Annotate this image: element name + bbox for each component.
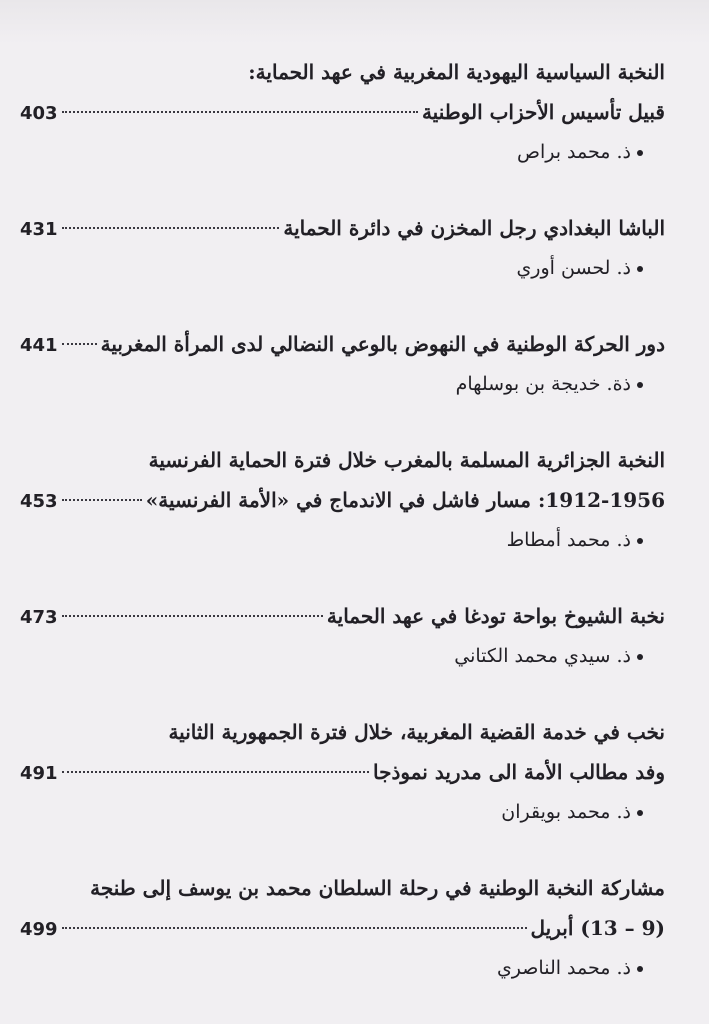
entry-page-line: [20, 596, 665, 636]
bullet-icon: [637, 810, 643, 816]
entry-page-line: [20, 92, 665, 132]
entry-title-text: دور الحركة الوطنية في النهوض بالوعي النضالي لدى المرأة المغربية: [100, 332, 665, 356]
entry-page-line: [20, 208, 665, 248]
dot-leader: [62, 499, 142, 501]
toc-entry: [20, 712, 665, 832]
author-name: ذة. خديجة بن بوسلهام: [455, 373, 631, 395]
dot-leader: [62, 615, 323, 617]
entry-title-text: الباشا البغدادي رجل المخزن في دائرة الحماية: [283, 216, 665, 240]
entry-title-text: وفد مطالب الأمة الى مدريد نموذجا: [373, 760, 665, 784]
entry-author: [20, 248, 665, 288]
entry-title-line: مشاركة النخبة الوطنية في رحلة السلطان محمد بن يوسف إلى طنجة: [90, 876, 665, 900]
entry-page-line: [20, 480, 665, 520]
entry-author: [20, 792, 665, 832]
entry-author: [20, 636, 665, 676]
page-number: 431: [20, 219, 58, 240]
author-name: ذ. سيدي محمد الكتاني: [454, 645, 631, 667]
author-name: ذ. محمد أمطاط: [506, 529, 631, 551]
page-number: 441: [20, 335, 58, 356]
bullet-icon: [637, 266, 643, 272]
author-name: ذ. محمد بويقران: [501, 801, 631, 823]
page-number: 499: [20, 919, 58, 940]
page-header-band: [0, 0, 709, 44]
page-number: 453: [20, 491, 58, 512]
page-number: 491: [20, 763, 58, 784]
dot-leader: [62, 771, 369, 773]
entry-page-line: [20, 324, 665, 364]
toc-entry: [20, 596, 665, 676]
entry-title-text: نخبة الشيوخ بواحة تودغا في عهد الحماية: [326, 604, 665, 628]
bullet-icon: [637, 382, 643, 388]
dot-leader: [62, 111, 418, 113]
dot-leader: [62, 927, 527, 929]
entry-author: [20, 364, 665, 404]
entry-title-line: النخبة السياسية اليهودية المغربية في عهد الحماية:: [248, 60, 665, 84]
toc-entry: [20, 52, 665, 172]
toc-entry: [20, 324, 665, 404]
entry-page-line: [20, 908, 665, 948]
bullet-icon: [637, 150, 643, 156]
entry-author: [20, 132, 665, 172]
toc-entry: [20, 440, 665, 560]
author-name: ذ. لحسن أوري: [516, 257, 631, 279]
author-name: ذ. محمد براص: [517, 141, 631, 163]
table-of-contents: [20, 52, 665, 988]
page-number: 473: [20, 607, 58, 628]
toc-entry: [20, 208, 665, 288]
author-name: ذ. محمد الناصري: [496, 957, 631, 979]
dot-leader: [62, 343, 97, 345]
dot-leader: [62, 227, 280, 229]
entry-title-text: (9 – 13) أبريل: [530, 916, 665, 940]
bullet-icon: [637, 538, 643, 544]
entry-title-line: النخبة الجزائرية المسلمة بالمغرب خلال فترة الحماية الفرنسية: [148, 448, 665, 472]
entry-author: [20, 520, 665, 560]
entry-title-text: 1912-1956: مسار فاشل في الاندماج في «الأمة الفرنسية»: [145, 488, 665, 512]
entry-page-line: [20, 752, 665, 792]
bullet-icon: [637, 966, 643, 972]
entry-title-line: نخب في خدمة القضية المغربية، خلال فترة الجمهورية الثانية: [168, 720, 665, 744]
entry-author: [20, 948, 665, 988]
page-number: 403: [20, 103, 58, 124]
bullet-icon: [637, 654, 643, 660]
entry-title-text: قبيل تأسيس الأحزاب الوطنية: [421, 100, 665, 124]
toc-entry: [20, 868, 665, 988]
